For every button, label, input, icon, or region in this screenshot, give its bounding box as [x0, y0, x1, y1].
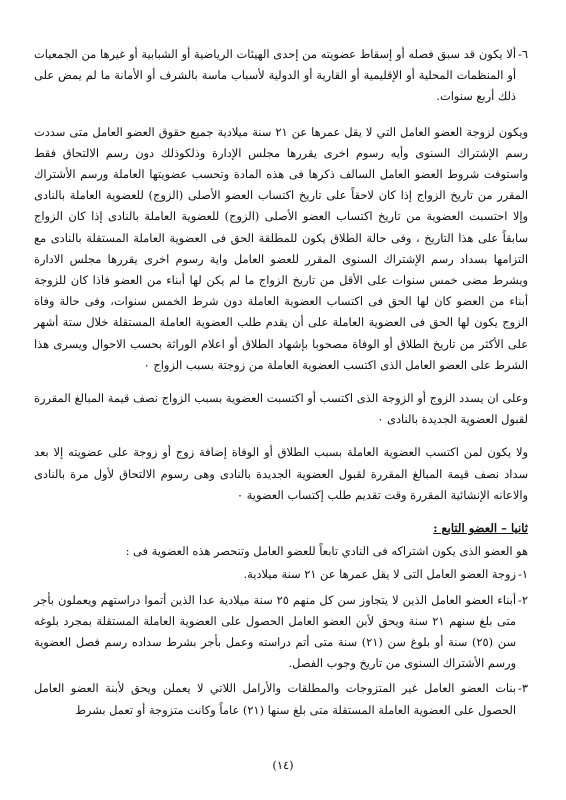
item-text: ألا يكون قد سبق فصله أو إسقاط عضويته من إحدى الهيئات الرياضية أو الشبابية أو غيرها من الجمعيات أو المنظمات المحلية أو الإقليمية أو القارية أو الدولية لأسباب ماسة بالشرف أو الأمانة ما لم يمض على ذلك أربع سنوات.: [34, 47, 517, 104]
item-text: أبناء العضو العامل الذين لا يتجاوز سن كل منهم ٢٥ سنة ميلادية عدا الذين أتموا دراستهم ويعملون بأجر متى بلغ سنهم ٢١ سنة ويحق لأبن العضو العامل الحصول على العضوية العاملة المستقلة بمجرد بلوغه سن (٢٥) سنة أو بلوغ سن (٢١) سنة متى أتم دراسته وعمل بأجر بشرط سداده رسم فصل العضوية ورسم الأشتراك السنوى من تاريخ وجوب الفصل.: [34, 592, 517, 671]
page-number: (١٤): [272, 758, 294, 772]
item-text: بنات العضو العامل غير المتزوجات والمطلقات والأرامل اللاتي لا يعملن ويحق لأبنة العضو العامل الحصول على العضوية العاملة المستقلة متى بلغ سنها (٢١) عاماً وكانت متزوجة أو تعمل بشرط: [34, 681, 517, 717]
item-text: زوجة العضو العامل التى لا يقل عمرها عن ٢١ سنة ميلادية.: [243, 567, 517, 582]
section-intro: هو العضو الذى يكون اشتراكه فى النادي تابعاً للعضو العامل وتنحصر هذه العضوية فى :: [125, 544, 528, 559]
list-item: [34, 44, 528, 108]
paragraph-half-fees: وعلى ان يسدد الزوج أو الزوجة الذى اكتسب أو اكتسبت العضوية بسبب الزواج نصف قيمة المبالغ المقررة لقبول العضوية الجديدة بالنادى ٠: [34, 391, 528, 427]
item-number: ١-: [518, 567, 528, 582]
item-number: ٣-: [518, 681, 528, 696]
item-number: ٢-: [518, 592, 528, 607]
paragraph-wife-membership: ويكون لزوجة العضو العامل التي لا يقل عمرها عن ٢١ سنة ميلادية جميع حقوق العضو العامل متى سددت رسم الإشتراك السنوى وأيه رسوم اخرى يقررها مجلس الإدارة وذلكوذلك دون رسم الالتحاق فقط واستوفت شروط العضو العامل السالف ذكرها فى هذه المادة وتحسب عضويتها العاملة ورسم الأشتراك المقرر من تاريخ الزواج إذا كان لاحقاً على تاريخ اكتساب العضو الأصلى (الزوج) للعضوية العاملة بالنادى وإلا احتسبت العضوية من تاريخ اكتساب العضو الأصلى (الزوج) للعضوية العاملة بالنادى إذا كان الزواج سابقاً على هذا التاريخ ، وفى حالة الطلاق يكون للمطلقة الحق فى العضوية العاملة المستقلة بالنادى مع التزامها بسداد رسم الإشتراك السنوى المقرر للعضو العامل واية رسوم اخرى يقررها مجلس الادارة ويشرط مضى خمس سنوات على الأقل من تاريخ الزواج ما لم يكن لها أبناء من العضو فاذا كان للزوجة أبناء من العضو كان لها الحق فى اكتساب العضوية العاملة دون شرط الخمس سنوات، وفى حالة وفاة الزوج يكون لها الحق فى العضوية العاملة على أن يقدم طلب العضوية العاملة المستقلة خلال ستة أشهر على الأكثر من تاريخ الطلاق أو الوفاة مصحوبا بإشهاد الطلاق أو اعلام الوراثة بحسب الاحوال ويسرى هذا الشرط على العضو العامل الذى اكتسب العضوية العاملة من زوجتة بسبب الزواج ٠: [34, 124, 529, 372]
section-heading: [34, 518, 528, 539]
paragraph-divorce-death: ولا يكون لمن اكتسب العضوية العاملة بسبب الطلاق أو الوفاة إضافة زوج أو زوجة على عضويته إلا بعد سداد نصف قيمة المبالغ المقررة لقبول العضوية الجديدة بالنادى وهى رسوم الالتحاق لأول مرة بالنادى والاعانه الإنشائية المقررة وقت تقديم طلب إكتساب العضوية ٠: [34, 445, 528, 502]
list-item: [34, 678, 528, 720]
list-item: [34, 564, 528, 585]
section-heading-label: ثانيا – العضو التابع :: [433, 521, 528, 536]
item-number: ٦-: [518, 47, 528, 61]
list-item: [34, 590, 528, 675]
